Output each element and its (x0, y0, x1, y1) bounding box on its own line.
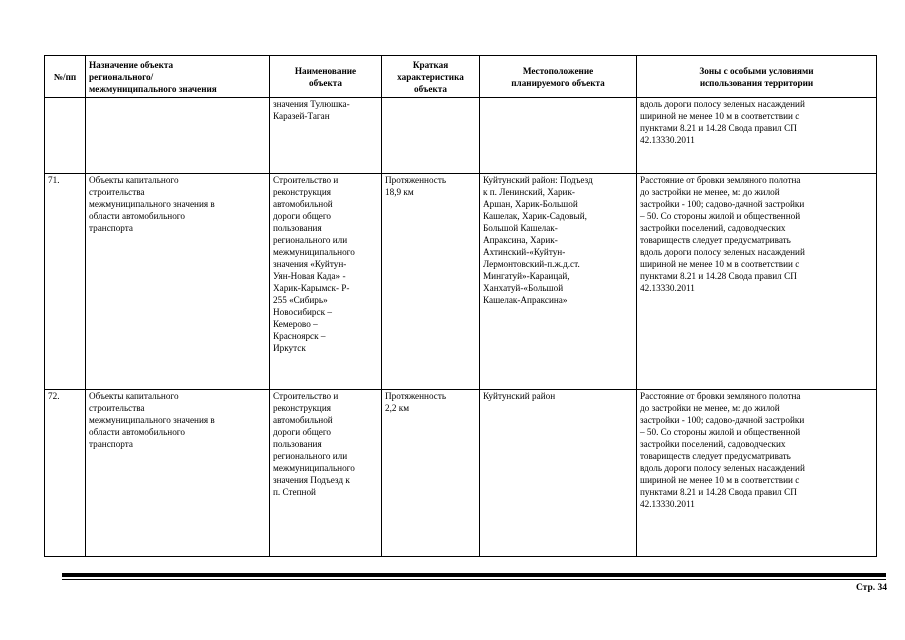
row-zones: Расстояние от бровки земляного полотна до застройки не менее, м: до жилой застройки - 100; садово-дачной застройки – 50. Со стороны жилой и общественной застройки поселений, садоводческих товариществ следует предусматривать вдоль дороги полосу зеленых насаждений шириной не менее 10 м в соответствии с пунктами 8.21 и 14.28 Свода правил СП 42.13330.2011 (637, 174, 877, 390)
row-number (45, 98, 86, 174)
objects-table (44, 55, 877, 557)
row-name: Строительство и реконструкция автомобильной дороги общего пользования регионального или межмуниципального значения «Куйтун- Уян-Новая Када» - Харик-Карымск- Р- 255 «Сибирь» Новосибирск – Кемерово – Красноярск – Иркутск (270, 174, 382, 390)
row-purpose: Объекты капитального строительства межмуниципального значения в области автомобильного транспорта (86, 390, 270, 557)
row-name: Строительство и реконструкция автомобильной дороги общего пользования регионального или межмуниципального значения Подъезд к п. Степной (270, 390, 382, 557)
header-characteristic: Краткая характеристика объекта (382, 56, 480, 98)
row-characteristic (382, 98, 480, 174)
header-name: Наименование объекта (270, 56, 382, 98)
row-number: 71. (45, 174, 86, 390)
footer-divider-thin (62, 579, 886, 580)
table-row (45, 390, 877, 557)
row-location (480, 98, 637, 174)
page-number: Стр. 34 (855, 583, 887, 593)
row-zones: Расстояние от бровки земляного полотна до застройки не менее, м: до жилой застройки - 100; садово-дачной застройки – 50. Со стороны жилой и общественной застройки поселений, садоводческих товариществ следует предусматривать вдоль дороги полосу зеленых насаждений шириной не менее 10 м в соответствии с пунктами 8.21 и 14.28 Свода правил СП 42.13330.2011 (637, 390, 877, 557)
row-location: Куйтунский район (480, 390, 637, 557)
header-purpose: Назначение объекта регионального/ межмуниципального значения (86, 56, 270, 98)
header-location: Местоположение планируемого объекта (480, 56, 637, 98)
table-header-row (45, 56, 877, 98)
row-number: 72. (45, 390, 86, 557)
row-location: Куйтунский район: Подъезд к п. Ленинский, Харик- Аршан, Харик-Большой Кашелак, Харик-Садовый, Большой Кашелак- Апраксина, Харик- Ахтинский-«Куйтун- Лермонтовский-п.ж.д.ст. Мингатуй»-Караицай, Ханхатуй-«Большой Кашелак-Апраксина» (480, 174, 637, 390)
table-row (45, 98, 877, 174)
row-purpose: Объекты капитального строительства межмуниципального значения в области автомобильного транспорта (86, 174, 270, 390)
row-purpose (86, 98, 270, 174)
row-name: значения Тулюшка- Каразей-Таган (270, 98, 382, 174)
row-zones: вдоль дороги полосу зеленых насаждений шириной не менее 10 м в соответствии с пунктами 8.21 и 14.28 Свода правил СП 42.13330.2011 (637, 98, 877, 174)
footer-divider (62, 573, 886, 577)
table-row (45, 174, 877, 390)
header-number: №/пп (45, 56, 86, 98)
row-characteristic: Протяженность 18,9 км (382, 174, 480, 390)
row-characteristic: Протяженность 2,2 км (382, 390, 480, 557)
header-zones: Зоны с особыми условиями использования территории (637, 56, 877, 98)
